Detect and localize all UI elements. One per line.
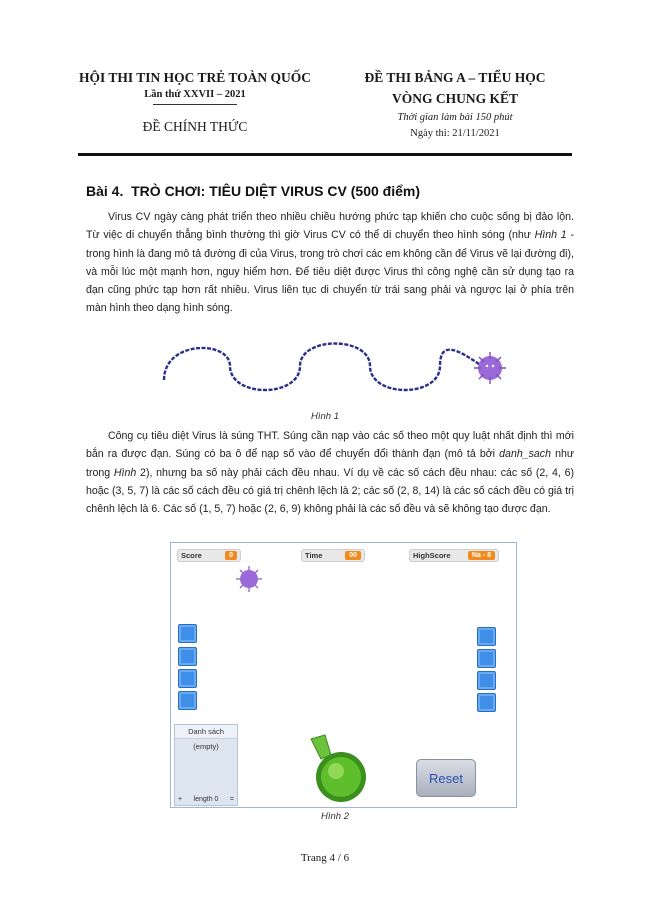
- number-tile-right-1[interactable]: [477, 627, 496, 646]
- number-tile-left-1[interactable]: [178, 624, 197, 643]
- virus-sprite-icon[interactable]: [235, 565, 263, 593]
- score-value: 0: [225, 551, 237, 560]
- paragraph-2: [86, 427, 574, 518]
- paragraph-1: [86, 208, 574, 318]
- number-tile-left-2[interactable]: [178, 647, 197, 666]
- contest-edition: Lần thứ XXVII – 2021: [144, 89, 246, 100]
- virus-path: [164, 344, 490, 391]
- header-rule: [78, 153, 572, 156]
- paragraph-2-var: danh_sach: [499, 448, 551, 461]
- gun-barrel: [311, 735, 331, 759]
- paragraph-1-fig-ref: Hình 1: [534, 229, 567, 242]
- time-value: 00: [345, 551, 361, 560]
- highscore-value: Na - 8: [468, 551, 495, 560]
- paragraph-2-text-c: 2), nhưng ba số này phải cách đều nhau. Ví dụ về các số cách đều nhau: các số (2, 4, 6) hoặc (3, 5, 7) là các số cách đều có giá trị chênh lệch là 2; các số (2, 8, 14) là các số cách đều có giá trị chênh lệch là 6. Các số (1, 5, 7) hoặc (2, 6, 9) không phải là các số đều và sẽ không tạo được đạn.: [86, 466, 574, 516]
- virus-icon: [474, 352, 506, 384]
- official-label: ĐỀ CHÍNH THỨC: [142, 119, 248, 134]
- paragraph-1-text-a: Virus CV ngày càng phát triển theo nhiều chiều hướng phức tạp khiến cho cuộc sống bị đảo lộn. Từ việc di chuyển thẳng bình thường thì giờ Virus CV có thể di chuyển theo hình sóng (như: [86, 211, 574, 242]
- exam-title: ĐỀ THI BẢNG A – TIỂU HỌC: [364, 70, 546, 85]
- time-label: Time: [305, 551, 323, 560]
- game-stage[interactable]: [170, 542, 517, 808]
- exam-round: VÒNG CHUNG KẾT: [391, 91, 518, 106]
- list-length: length 0: [193, 795, 219, 803]
- paragraph-1-text-b: - trong hình là đang mô tả đường đi của Virus, trong trò chơi các em không cần để Virus vẽ lại đường đi), và mỗi lúc một mạnh hơn, nguy hiểm hơn. Để tiêu diệt được Virus thì công nghệ cần sử dụng tạo ra đạn cũng phức tạp hơn rất nhiều. Virus liên tục di chuyển từ trái sang phải và ngược lại ở phía trên màn hình theo dạng hình sóng.: [86, 229, 574, 315]
- contest-title: HỘI THI TIN HỌC TRẺ TOÀN QUỐC: [78, 70, 312, 85]
- problem-heading: Bài 4. TRÒ CHƠI: TIÊU DIỆT VIRUS CV (500 điểm): [86, 183, 420, 199]
- gun-highlight: [328, 763, 344, 779]
- score-label: Score: [181, 551, 202, 560]
- danh-sach-list: [174, 724, 238, 806]
- page-number: Trang 4 / 6: [300, 852, 350, 864]
- score-monitor: [177, 549, 241, 562]
- figure-1-caption: Hình 1: [311, 411, 339, 422]
- paragraph-2-text-b: như trong: [86, 448, 574, 479]
- number-tile-right-2[interactable]: [477, 649, 496, 668]
- exam-date: Ngày thi: 21/11/2021: [410, 128, 500, 139]
- number-tile-left-3[interactable]: [178, 669, 197, 688]
- exam-duration: Thời gian làm bài 150 phút: [397, 112, 513, 123]
- number-tile-left-4[interactable]: [178, 691, 197, 710]
- figure-1-wave: [160, 330, 520, 402]
- paragraph-2-text-a: Công cụ tiêu diệt Virus là súng THT. Súng cần nạp vào các số theo một quy luật nhất định thì mới bắn ra được đạn. Súng có ba ô để nạp số vào để chuyển đổi thành đạn (mô tả bởi: [86, 430, 574, 461]
- list-footer: [175, 793, 237, 805]
- header-underline: [153, 104, 237, 105]
- number-tile-right-4[interactable]: [477, 693, 496, 712]
- highscore-monitor: [409, 549, 499, 562]
- list-empty: (empty): [193, 742, 219, 751]
- paragraph-2-fig-ref: Hình: [113, 466, 137, 479]
- number-tile-right-3[interactable]: [477, 671, 496, 690]
- gun-sprite[interactable]: [305, 733, 371, 805]
- time-monitor: [301, 549, 365, 562]
- figure-2-caption: Hình 2: [321, 811, 349, 822]
- highscore-label: HighScore: [413, 551, 451, 560]
- list-resize-handle[interactable]: =: [229, 795, 234, 803]
- list-title: Danh sách: [175, 725, 237, 739]
- list-add-button[interactable]: +: [178, 795, 183, 803]
- reset-button[interactable]: Reset: [416, 759, 476, 797]
